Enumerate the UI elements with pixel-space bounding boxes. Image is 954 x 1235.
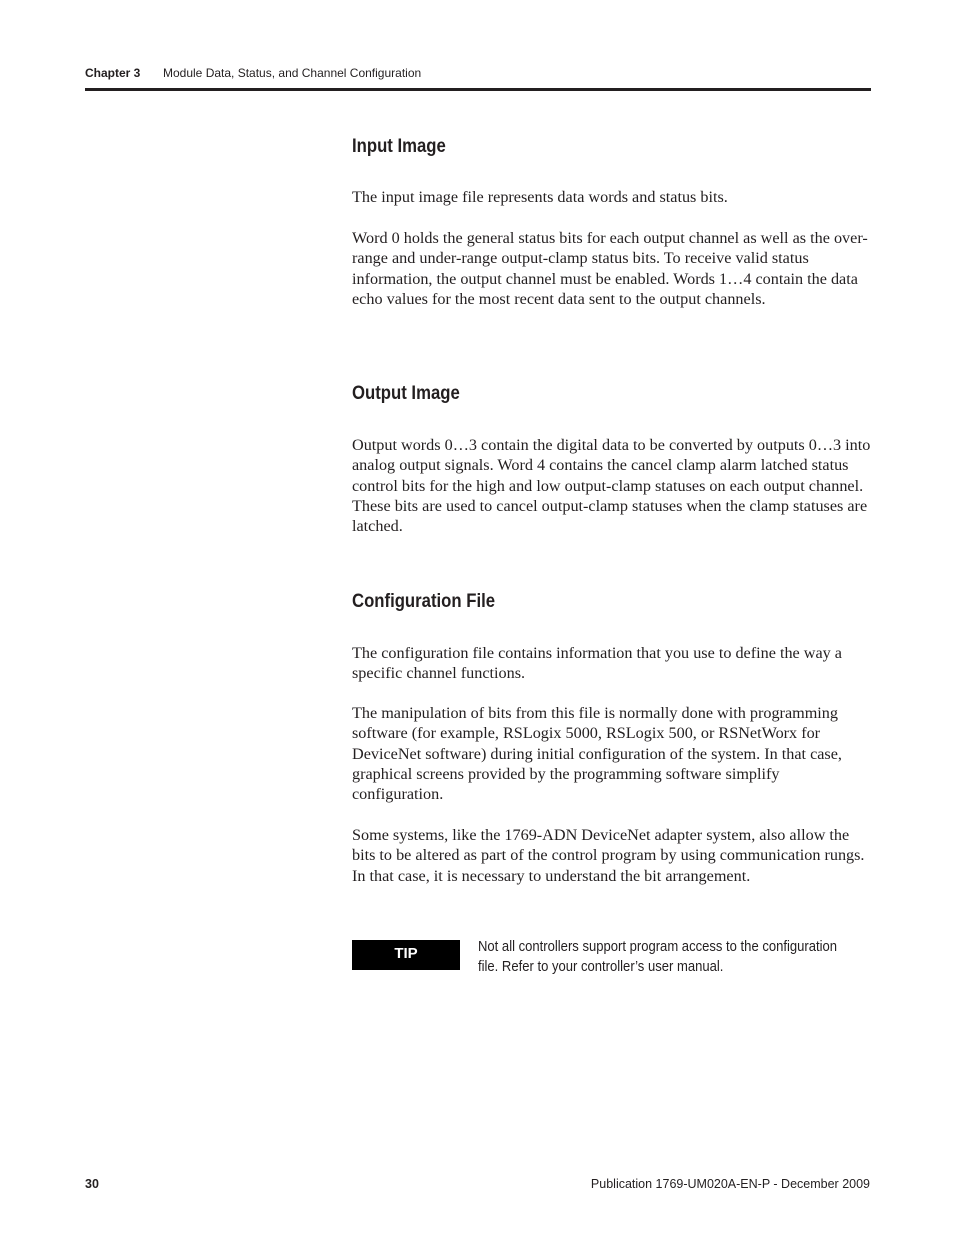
paragraph-configuration-file-3: Some systems, like the 1769-ADN DeviceNet adapter system, also allow the bits to be altered as part of the control program by using communication rungs. In that case, it is necessary to understand the bit arrangement. — [352, 826, 865, 885]
tip-text: Not all controllers support program access to the configuration file. Refer to your controller’s user manual. — [478, 939, 838, 975]
publication-info: Publication 1769-UM020A-EN-P - December 2009 — [590, 1177, 870, 1191]
chapter-title: Module Data, Status, and Channel Configuration — [163, 66, 422, 80]
paragraph-output-image-1: Output words 0…3 contain the digital data to be converted by outputs 0…3 into analog output signals. Word 4 contains the cancel clamp alarm latched status control bits for the high and low output-clamp statuses on each output channel. These bits are used to cancel output-clamp statuses when the clamp statuses are latched. — [352, 436, 871, 536]
section-heading-output-image: Output Image — [352, 383, 460, 404]
section-heading-input-image: Input Image — [352, 136, 446, 157]
paragraph-input-image-2: Word 0 holds the general status bits for each output channel as well as the over-range and under-range output-clamp status bits. To receive valid status information, the output channel must be enabled. Words 1…4 contain the data echo values for the most recent data sent to the output channels. — [352, 229, 868, 308]
paragraph-input-image-1: The input image file represents data words and status bits. — [352, 188, 728, 206]
paragraph-configuration-file-2: The manipulation of bits from this file is normally done with programming software (for example, RSLogix 5000, RSLogix 500, or RSNetWorx for DeviceNet software) during initial configuration of the system. In that case, graphical screens provided by the programming software simplify configuration. — [352, 704, 842, 804]
tip-label: TIP — [352, 940, 460, 970]
page-number: 30 — [85, 1177, 99, 1191]
chapter-label: Chapter 3 — [85, 66, 141, 80]
section-heading-configuration-file: Configuration File — [352, 591, 496, 612]
header-rule — [85, 88, 871, 91]
paragraph-configuration-file-1: The configuration file contains information that you use to define the way a specific channel functions. — [352, 644, 842, 683]
running-header — [85, 66, 421, 80]
